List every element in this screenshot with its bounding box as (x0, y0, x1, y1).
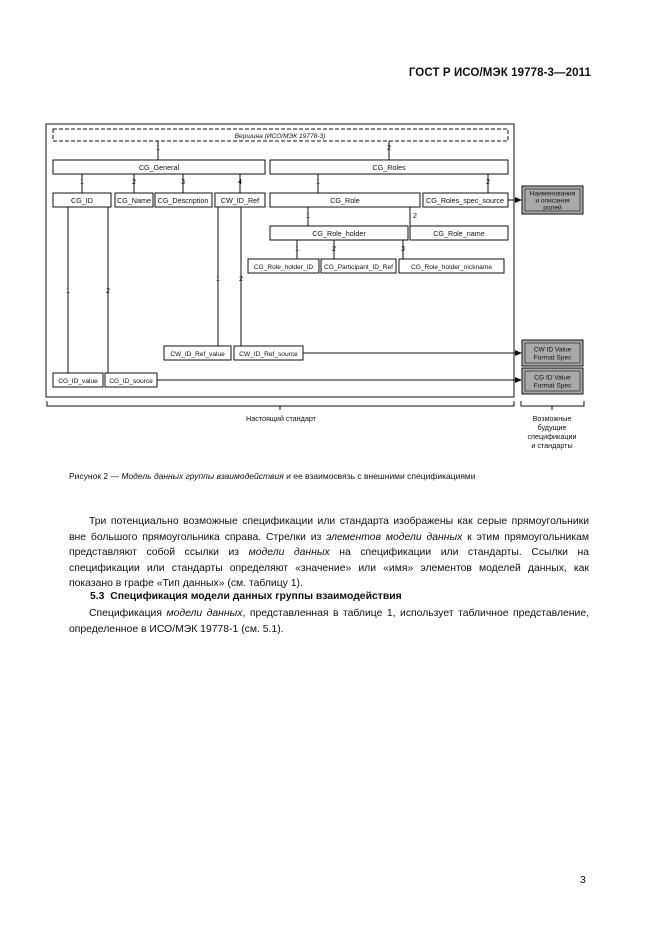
section-heading (90, 591, 402, 602)
cg-roles-label: CG_Roles (372, 163, 406, 172)
rel-num: 1 (216, 274, 220, 283)
standard-label: Настоящий стандарт (246, 414, 316, 423)
cg-role-label: CG_Role (330, 196, 360, 205)
rel-num: 1 (80, 177, 84, 186)
ext-role-names-line2: и описания (535, 197, 570, 205)
rel-num: 1 (306, 211, 310, 220)
caption-prefix: Рисунок 2 — (69, 471, 122, 481)
cg-general-label: CG_General (138, 163, 180, 172)
paragraph-1 (69, 514, 589, 592)
standard-brace (47, 401, 514, 406)
ext-cw-line2: Format Spec (533, 354, 572, 362)
document-header: ГОСТ Р ИСО/МЭК 19778-3—2011 (408, 67, 591, 79)
rel-num: 2 (413, 211, 417, 220)
section-title: Спецификация модели данных группы взаимодействия (110, 591, 402, 602)
ext-role-names-line3: ролей (543, 204, 562, 212)
ext-cg-line1: CG ID Value (534, 374, 571, 382)
cw-id-ref-label: CW_ID_Ref (220, 196, 260, 205)
ext-role-names-line1: Наименования (529, 190, 576, 198)
cg-participant-id-ref-label: CG_Participant_ID_Ref (324, 264, 393, 271)
ext-cw-line1: CW ID Value (533, 346, 572, 354)
caption-suffix: и ее взаимосвязь с внешними спецификациями (283, 471, 476, 481)
caption-italic: Модель данных группы взаимодействия (121, 471, 284, 481)
ext-cg-line2: Format Spec (533, 382, 572, 390)
rel-num: 1 (295, 244, 299, 253)
rel-num: 2 (486, 177, 490, 186)
cg-role-name-label: CG_Role_name (433, 229, 485, 238)
section-number: 5.3 (90, 591, 105, 602)
future-line2: будущие (537, 423, 567, 432)
cg-roles-spec-source-label: CG_Roles_spec_source (426, 196, 504, 205)
rel-num: 1 (156, 143, 160, 152)
para1-text-d: модели данных (248, 547, 330, 558)
para1-text-e: на спецификации или стандарты. Ссылки на спецификации или стандарты определяют «значение» или «имя» элементов моделей данных, как показано в графе «Тип данных» (см. таблицу 1). (69, 547, 589, 589)
para2-text-c: , представленная в таблице 1, использует табличное представление, определенное в ИСО/МЭК 19778-1 (см. 5.1). (69, 608, 590, 635)
rel-num: 3 (181, 177, 185, 186)
cg-id-value-label: CG_ID_value (58, 378, 98, 385)
cg-role-holder-nickname-label: CG_Role_holder_nickname (410, 264, 493, 271)
rel-num: 2 (387, 143, 391, 152)
future-line3: спецификации (527, 432, 577, 441)
paragraph-2 (69, 606, 589, 637)
rel-num: 3 (401, 244, 405, 253)
para1-text-a: Три потенциально возможные спецификации или стандарта изображены как серые прямоугольники вне большого прямоугольника справа. Стрелки из (69, 516, 589, 543)
para2-text-b: модели данных (166, 608, 243, 619)
page-number: 3 (580, 874, 586, 886)
cg-role-holder-label: CG_Role_holder (312, 229, 366, 238)
rel-num: 2 (106, 286, 110, 295)
rel-num: 2 (132, 177, 136, 186)
future-line1: Возможные (532, 414, 572, 423)
future-line4: и стандарты (531, 441, 573, 450)
cg-role-holder-id-label: CG_Role_holder_ID (253, 264, 314, 271)
root-label: Вершина (ИСО/МЭК 19778-3) (234, 133, 326, 140)
rel-num: 1 (316, 177, 320, 186)
cw-id-ref-source-label: CW_ID_Ref_source (239, 351, 298, 358)
para1-text-b: элементов модели данных (326, 531, 463, 543)
cg-description-label: CG_Description (157, 196, 209, 205)
cg-id-source-label: CG_ID_source (109, 378, 153, 385)
cw-id-ref-value-label: CW_ID_Ref_value (170, 351, 225, 358)
future-brace (521, 401, 584, 406)
cg-id-label: CG_ID (71, 196, 93, 205)
para1-text-c: к этим прямоугольникам представляют собой ссылки из (69, 531, 590, 558)
cg-name-label: CG_Name (117, 196, 151, 205)
rel-num: 4 (238, 177, 242, 186)
rel-num: 1 (66, 286, 70, 295)
rel-num: 2 (239, 274, 243, 283)
figure-caption (69, 471, 589, 481)
rel-num: 2 (332, 244, 336, 253)
para2-text-a: Спецификация (89, 608, 167, 619)
